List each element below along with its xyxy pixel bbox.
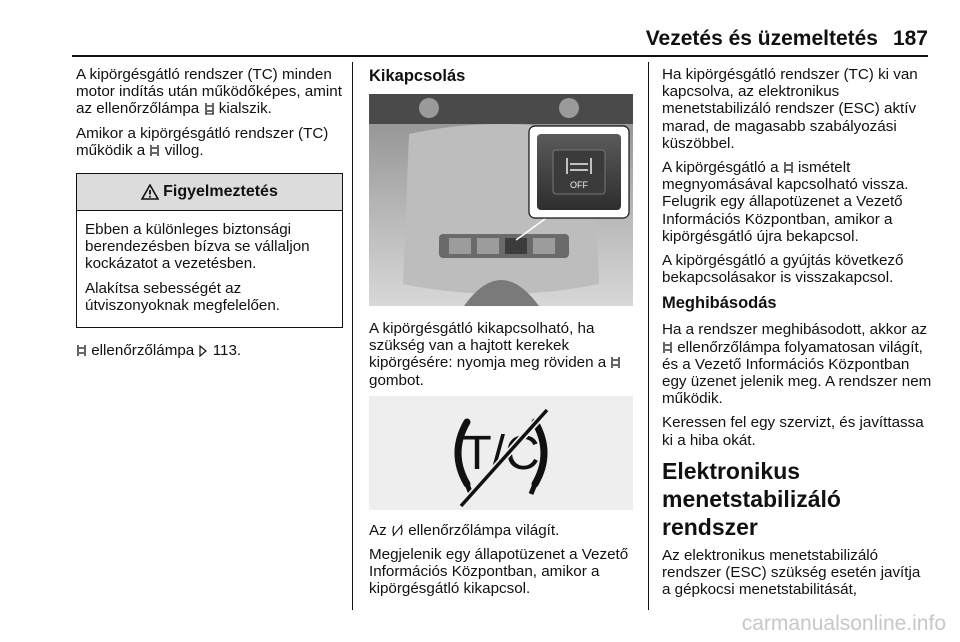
paragraph — [369, 320, 635, 389]
tc-label: T/C — [462, 426, 540, 480]
reference-text: ellenőrzőlámpa — [91, 342, 195, 360]
paragraph: Ha kipörgésgátló rendszer (TC) ki van kapcsolva, az elektronikus menetstabilizáló rendszer (ESC) aktív marad, de magasabb szabályozási küszöbbel. — [662, 66, 918, 152]
warning-title: Figyelmeztetés — [163, 183, 278, 201]
page-reference-icon — [198, 345, 208, 357]
paragraph — [662, 321, 932, 407]
warning-text: Alakítsa sebességét az útviszonyoknak megfelelően. — [85, 279, 281, 314]
paragraph-text: gombot. — [369, 371, 424, 389]
paragraph-text: Amikor a kipörgésgátló rendszer (TC) működik a — [76, 124, 329, 159]
column-divider — [352, 62, 353, 610]
paragraph-text: kialszik. — [218, 100, 272, 118]
paragraph-text: A kipörgésgátló a — [662, 159, 779, 177]
header-title: Vezetés és üzemeltetés — [645, 27, 878, 50]
paragraph-text: Az — [369, 521, 387, 539]
warning-body — [77, 211, 342, 327]
button-off-label: OFF — [570, 180, 588, 190]
header-rule — [72, 55, 928, 57]
paragraph: Keressen fel egy szervizt, és javíttassa ki a hiba okát. — [662, 414, 924, 449]
column-2 — [369, 66, 635, 605]
paragraph: A kipörgésgátló a gyújtás következő bekapcsolásakor is visszakapcsol. — [662, 252, 904, 287]
traction-control-button-icon — [783, 161, 794, 174]
paragraph: Az elektronikus menetstabilizáló rendszer (ESC) szükség esetén javítja a gépkocsi menetstabilitását, — [662, 546, 921, 599]
watermark: carmanualsonline.info — [741, 612, 946, 635]
section-heading: Meghibásodás — [662, 294, 777, 313]
paragraph — [76, 66, 348, 118]
tc-off-warning-light-icon — [369, 396, 633, 510]
paragraph-text: A kipörgésgátló kikapcsolható, ha szükség van a hajtott kerekek kipörgésére: nyomja meg röviden a — [369, 320, 607, 372]
paragraph-text: A kipörgésgátló rendszer (TC) minden motor indítás után működőképes, amint az ellenőrzőlámpa — [76, 66, 342, 118]
traction-control-button-icon — [610, 356, 621, 369]
cross-reference — [76, 342, 348, 359]
warning-text: Ebben a különleges biztonsági berendezésben bízva se vállaljon kockázatot a vezetésben. — [85, 221, 310, 273]
traction-control-icon — [662, 341, 673, 354]
paragraph-text: ellenőrzőlámpa folyamatosan világít, és a Vezető Információs Központban egy üzenet jelenik meg. A rendszer nem működik. — [662, 338, 932, 408]
paragraph — [662, 159, 932, 245]
column-3 — [662, 66, 932, 605]
paragraph — [369, 522, 635, 539]
chapter-heading: Elektronikus menetstabilizáló rendszer — [662, 457, 841, 540]
paragraph: Megjelenik egy állapotüzenet a Vezető Információs Központban, amikor a kipörgésgátló kikapcsol. — [369, 546, 629, 598]
console-photo — [369, 94, 633, 306]
column-divider — [648, 62, 649, 610]
paragraph-text: ismételt megnyomásával kapcsolható vissza. Felugrik egy állapotüzenet a Vezető Információs Központban, amikor a kipörgésgátló újra bekapcsol. — [662, 159, 909, 245]
paragraph-text: ellenőrzőlámpa világít. — [408, 521, 560, 539]
paragraph-text: Ha a rendszer meghibásodott, akkor az — [662, 321, 928, 339]
warning-box — [76, 173, 343, 328]
section-heading: Kikapcsolás — [369, 67, 466, 85]
traction-control-icon — [204, 102, 215, 115]
warning-triangle-icon — [141, 184, 159, 200]
column-1 — [76, 66, 348, 366]
traction-control-icon — [76, 344, 87, 357]
tc-off-indicator-icon — [391, 524, 404, 537]
page-number: 187 — [892, 27, 928, 50]
traction-control-icon — [149, 144, 160, 157]
paragraph — [76, 125, 348, 159]
warning-header — [77, 174, 342, 211]
paragraph-text: villog. — [164, 141, 204, 159]
reference-page: 113. — [212, 342, 242, 360]
